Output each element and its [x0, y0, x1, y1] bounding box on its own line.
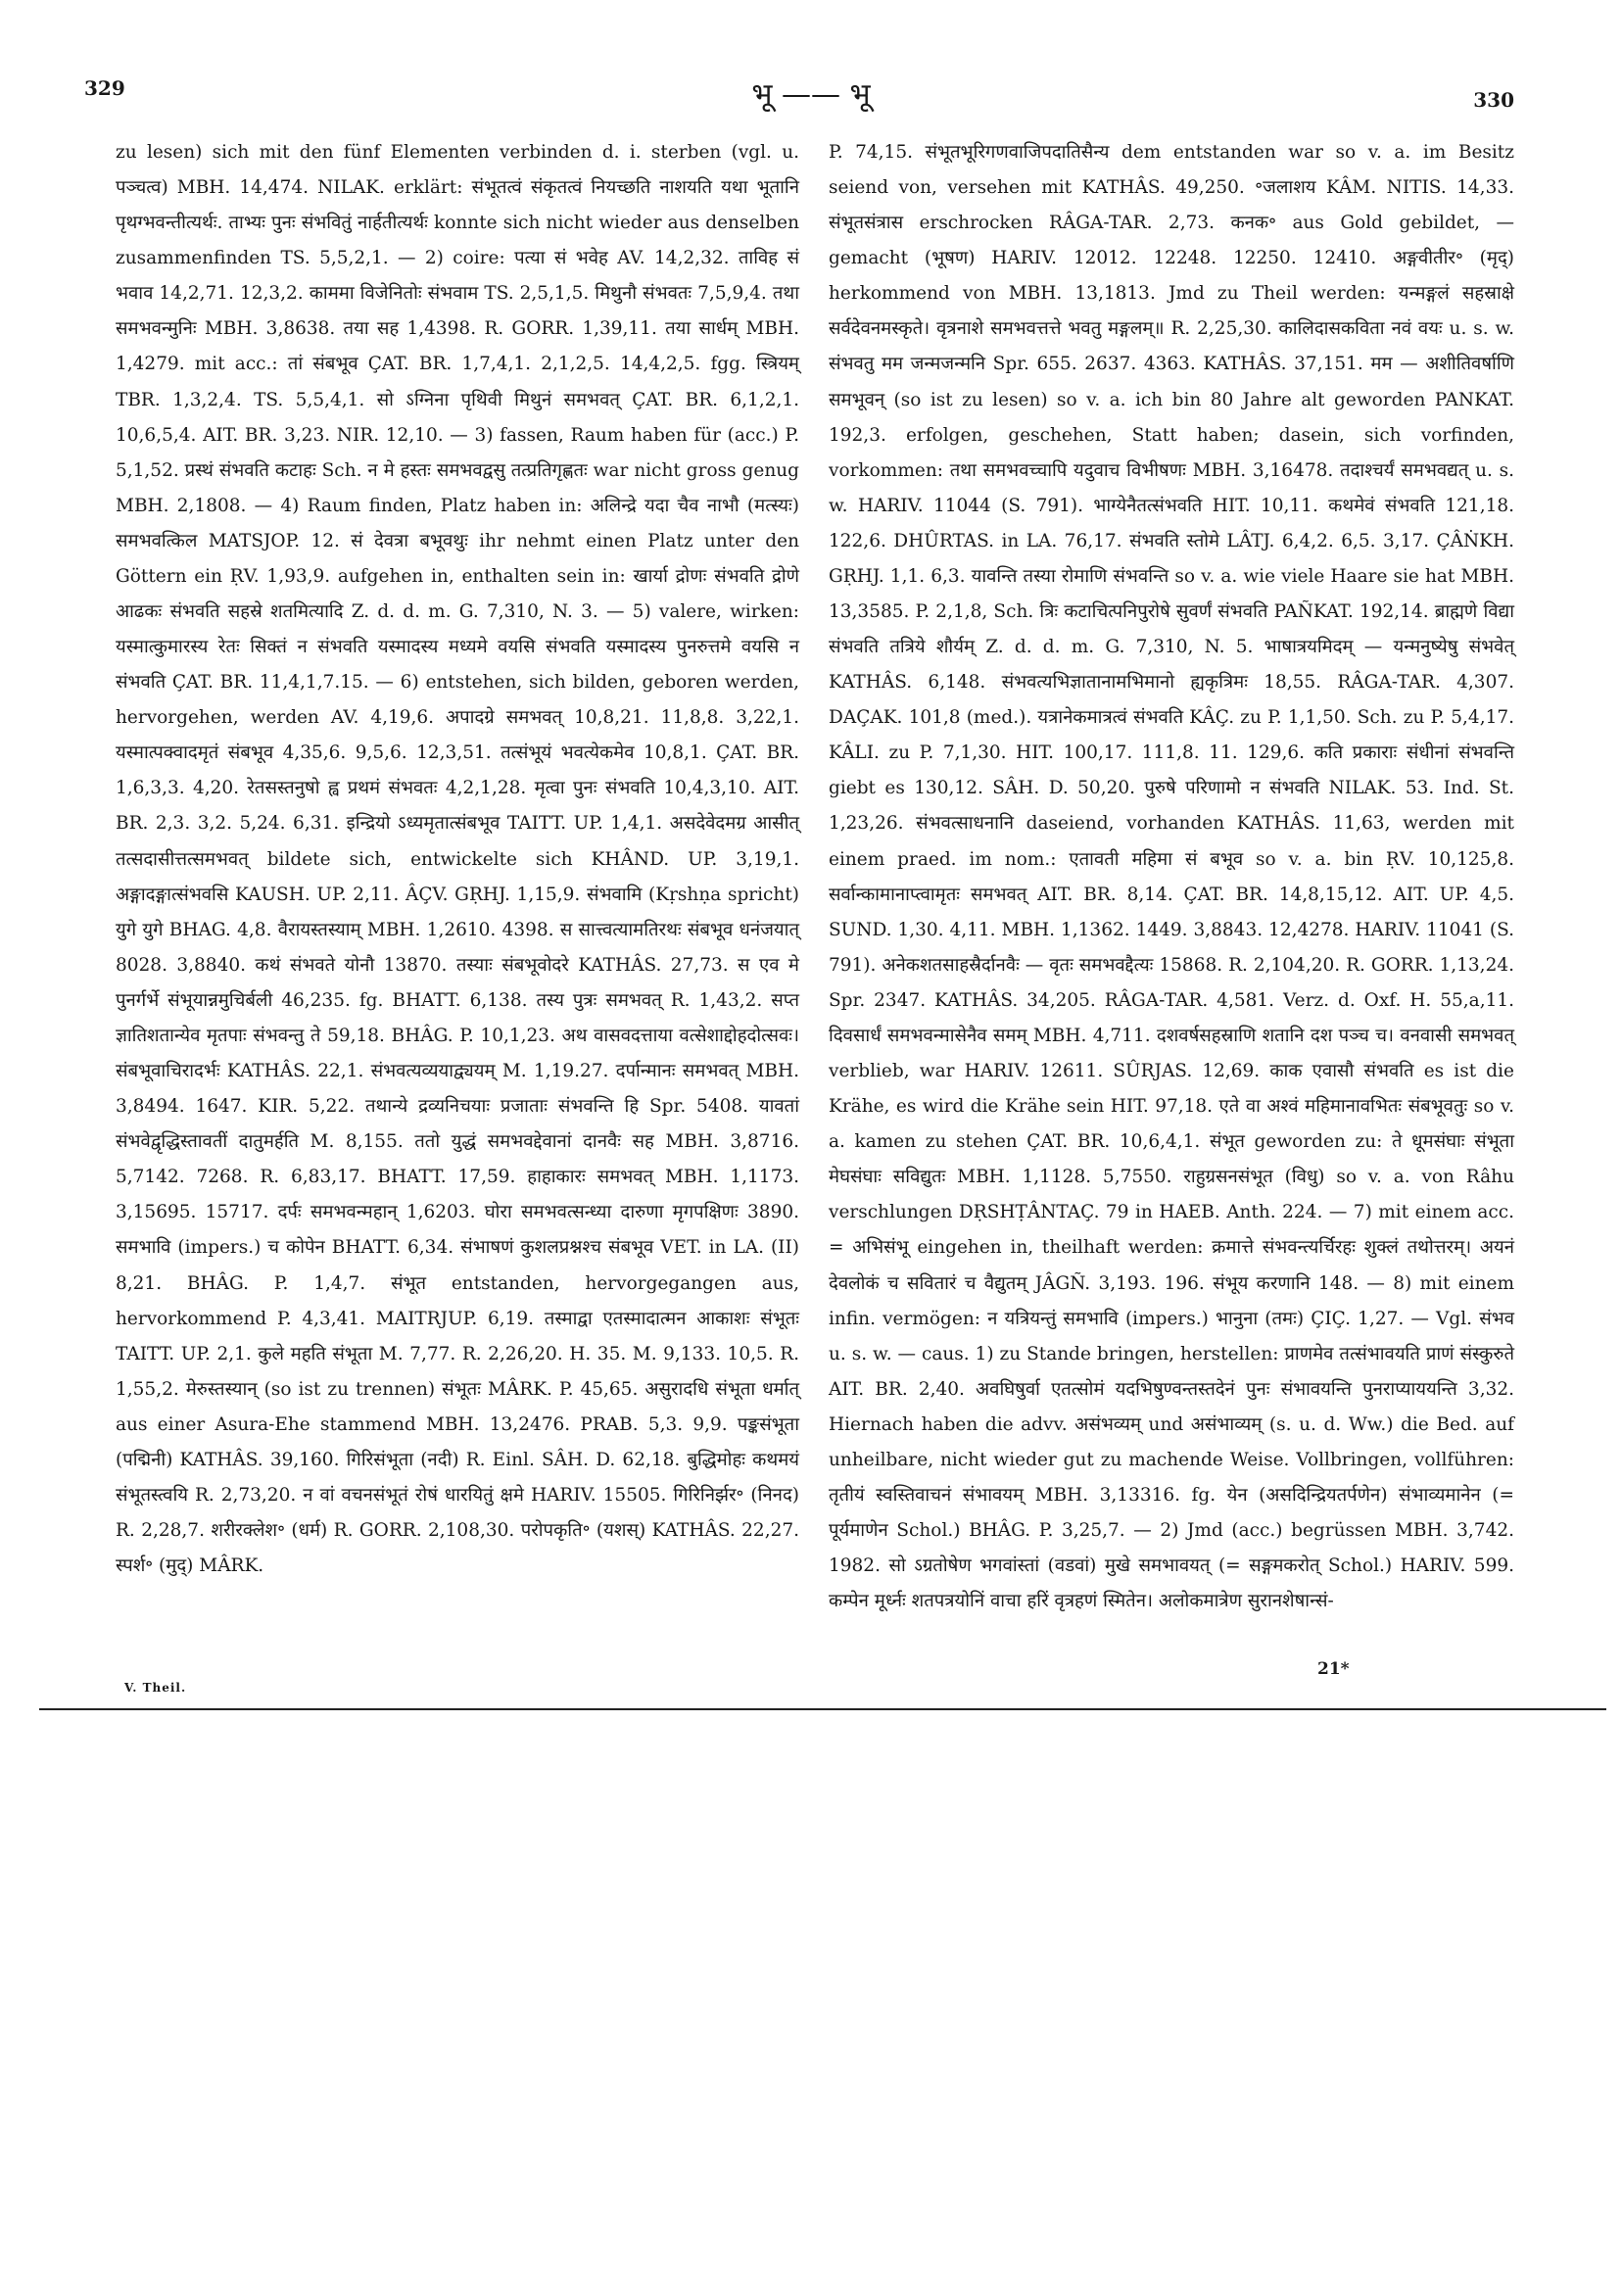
left-column	[116, 135, 799, 1584]
bottom-rule	[39, 1708, 1606, 1710]
running-title: भू —— भू	[751, 77, 871, 112]
left-page-number: 329	[84, 76, 125, 100]
sheet-mark: 21*	[1317, 1659, 1350, 1679]
right-page-number: 330	[1473, 88, 1514, 112]
right-column-text: P. 74,15. संभूतभूरिगणवाजिपदातिसैन्य dem entstanden war so v. a. im Besitz seiend von, versehen mit KATHÂS. 49,250. ॰जलाशय KÂM. NITIS. 14,33. संभूतसंत्रास erschrocken RÂGA-TAR. 2,73. कनक॰ aus Gold gebildet, — gemacht (भूषण) HARIV. 12012. 12248. 12250. 12410. अङ्गवीतीर॰ (मृद्) herkommend von MBH. 13,1813. Jmd zu Theil werden: यन्मङ्गलं सहस्राक्षे सर्वदेवनमस्कृते। वृत्रनाशे समभवत्तत्ते भवतु मङ्गलम्॥ R. 2,25,30. कालिदासकविता नवं वयः u. s. w. संभवतु मम जन्मजन्मनि Spr. 655. 2637. 4363. KATHÂS. 37,151. मम — अशीतिवर्षाणि समभूवन् (so ist zu lesen) so v. a. ich bin 80 Jahre alt geworden PANKAT. 192,3. erfolgen, geschehen, Statt haben; dasein, sich vorfinden, vorkommen: तथा समभवच्चापि यदुवाच विभीषणः MBH. 3,16478. तदाश्चर्यं समभवद्यत् u. s. w. HARIV. 11044 (S. 791). भाग्येनैतत्संभवति HIT. 10,11. कथमेवं संभवति 121,18. 122,6. DHÛRTAS. in LA. 76,17. संभवति स्तोमे LÂTJ. 6,4,2. 6,5. 3,17. ÇÂṄKH. GṚHJ. 1,1. 6,3. यावन्ति तस्या रोमाणि संभवन्ति so v. a. wie viele Haare sie hat MBH. 13,3585. P. 2,1,8, Sch. त्रिः कटाचित्पनिपुरोषे सुवर्णं संभवति PAÑKAT. 192,14. ब्राह्मणे विद्या संभवति तत्रिये शौर्यम् Z. d. d. m. G. 7,310, N. 5. भाषात्रयमिदम् — यन्मनुष्येषु संभवेत् KATHÂS. 6,148. संभवत्यभिज्ञातानामभिमानो ह्यकृत्रिमः 18,55. RÂGA-TAR. 4,307. DAÇAK. 101,8 (med.). यत्रानेकमात्रत्वं संभवति KÂÇ. zu P. 1,1,50. Sch. zu P. 5,4,17. KÂLI. zu P. 7,1,30. HIT. 100,17. 111,8. 11. 129,6. कति प्रकाराः संधीनां संभवन्ति giebt es 130,12. SÂH. D. 50,20. पुरुषे परिणामो न संभवति NILAK. 53. Ind. St. 1,23,26. संभवत्साधनानि daseiend, vorhanden KATHÂS. 11,63, werden mit einem praed. im nom.: एतावती महिमा सं बभूव so v. a. bin ṚV. 10,125,8. सर्वान्कामानाप्त्वामृतः समभवत् AIT. BR. 8,14. ÇAT. BR. 14,8,15,12. AIT. UP. 4,5. SUND. 1,30. 4,11. MBH. 1,1362. 1449. 3,8843. 12,4278. HARIV. 11041 (S. 791). अनेकशतसाहस्रैर्दानवैः — वृतः समभवद्दैत्यः 15868. R. 2,104,20. R. GORR. 1,13,24. Spr. 2347. KATHÂS. 34,205. RÂGA-TAR. 4,581. Verz. d. Oxf. H. 55,a,11. दिवसार्धं समभवन्मासेनैव समम् MBH. 4,711. दशवर्षसहस्राणि शतानि दश पञ्च च। वनवासी समभवत् verblieb, war HARIV. 12611. SÛRJAS. 12,69. काक एवासौ संभवति es ist die Krähe, es wird die Krähe sein HIT. 97,18. एते वा अश्वं महिमानावभितः संबभूवतुः so v. a. kamen zu stehen ÇAT. BR. 10,6,4,1. संभूत geworden zu: ते धूमसंघाः संभूता मेघसंघाः सविद्युतः MBH. 1,1128. 5,7550. राहुग्रसनसंभूत (विधु) so v. a. von Râhu verschlungen DṚSHṬÂNTAÇ. 79 in HAEB. Anth. 224. — 7) mit einem acc. = अभिसंभू eingehen in, theilhaft werden: क्रमात्ते संभवन्त्यर्चिरहः शुक्लं तथोत्तरम्। अयनं देवलोकं च सवितारं च वैद्युतम् JÂGÑ. 3,193. 196. संभूय करणानि 148. — 8) mit einem infin. vermögen: न यत्रियन्तुं समभावि (impers.) भानुना (तमः) ÇIÇ. 1,27. — Vgl. संभव u. s. w. — caus. 1) zu Stande bringen, herstellen: प्राणमेव तत्संभावयति प्राणं संस्कुरुते AIT. BR. 2,40. अवघिषुर्वा एतत्सोमं यदभिषुण्वन्तस्तदेनं पुनः संभावयन्ति पुनराप्याययन्ति 3,32. Hiernach haben die advv. असंभव्यम् und असंभाव्यम् (s. u. d. Ww.) die Bed. auf unheilbare, nicht wieder gut zu machende Weise. Vollbringen, vollführen: तृतीयं स्वस्तिवाचनं संभावयम् MBH. 3,13316. fg. येन (असदिन्द्रियतर्पणेन) संभाव्यमानेन (= पूर्यमाणेन Schol.) BHÂG. P. 3,25,7. — 2) Jmd (acc.) begrüssen MBH. 3,742. 1982. सो ऽग्रतोषेण भगवांस्तां (वडवां) मुखे समभावयत् (= सङ्गमकरोत् Schol.) HARIV. 599. कम्पेन मूर्ध्नः शतपत्रयोनिं वाचा हरिं वृत्रहणं स्मितेन। अलोकमात्रेण सुरानशेषान्सं-	[829, 142, 1514, 1612]
left-column-text: zu lesen) sich mit den fünf Elementen verbinden d. i. sterben (vgl. u. पञ्चत्व) MBH. 14,474. NILAK. erklärt: संभूतत्वं संकृतत्वं नियच्छति नाशयति यथा भूतानि पृथग्भवन्तीत्यर्थः. ताभ्यः पुनः संभवितुं नार्हतीत्यर्थः konnte sich nicht wieder aus denselben zusammenfinden TS. 5,5,2,1. — 2) coire: पत्या सं भवेह AV. 14,2,32. ताविह सं भवाव 14,2,71. 12,3,2. काममा विजेनितोः संभवाम TS. 2,5,1,5. मिथुनौ संभवतः 7,5,9,4. तथा समभवन्मुनिः MBH. 3,8638. तया सह 1,4398. R. GORR. 1,39,11. तया सार्धम् MBH. 1,4279. mit acc.: तां संबभूव ÇAT. BR. 1,7,4,1. 2,1,2,5. 14,4,2,5. fgg. स्त्रियम् TBR. 1,3,2,4. TS. 5,5,4,1. सो ऽग्निना पृथिवी मिथुनं समभवत् ÇAT. BR. 6,1,2,1. 10,6,5,4. AIT. BR. 3,23. NIR. 12,10. — 3) fassen, Raum haben für (acc.) P. 5,1,52. प्रस्थं संभवति कटाहः Sch. न मे हस्तः समभवद्वसु तत्प्रतिगृह्णतः war nicht gross genug MBH. 2,1808. — 4) Raum finden, Platz haben in: अलिन्द्रे यदा चैव नाभौ (मत्स्यः) समभवत्किल MATSJOP. 12. सं देवत्रा बभूवथुः ihr nehmt einen Platz unter den Göttern ein ṚV. 1,93,9. aufgehen in, enthalten sein in: खार्या द्रोणः संभवति द्रोणे आढकः संभवति सहस्रे शतमित्यादि Z. d. d. m. G. 7,310, N. 3. — 5) valere, wirken: यस्मात्कुमारस्य रेतः सिक्तं न संभवति यस्मादस्य मध्यमे वयसि संभवति यस्मादस्य पुनरुत्तमे वयसि न संभवति ÇAT. BR. 11,4,1,7.15. — 6) entstehen, sich bilden, geboren werden, hervorgehen, werden AV. 4,19,6. अपादग्रे समभवत् 10,8,21. 11,8,8. 3,22,1. यस्मात्पक्वादमृतं संबभूव 4,35,6. 9,5,6. 12,3,51. तत्संभूयं भवत्येकमेव 10,8,1. ÇAT. BR. 1,6,3,3. 4,20. रेतसस्तनुषो ह्व प्रथमं संभवतः 4,2,1,28. मृत्वा पुनः संभवति 10,4,3,10. AIT. BR. 2,3. 3,2. 5,24. 6,31. इन्द्रियो ऽध्यमृतात्संबभूव TAITT. UP. 1,4,1. असदेवेदमग्र आसीत् तत्सदासीत्तत्समभवत् bildete sich, entwickelte sich KHÂND. UP. 3,19,1. अङ्गादङ्गात्संभवसि KAUSH. UP. 2,11. ÂÇV. GṚHJ. 1,15,9. संभवामि (Kṛshṇa spricht) युगे युगे BHAG. 4,8. वैरायस्तस्याम् MBH. 1,2610. 4398. स सात्त्वत्यामतिरथः संबभूव धनंजयात् 8028. 3,8840. कथं संभवते योनौ 13870. तस्याः संबभूवोदरे KATHÂS. 27,73. स एव मे पुनर्गर्भे संभूयान्नमुचिर्बली 46,235. fg. BHATT. 6,138. तस्य पुत्रः समभवत् R. 1,43,2. सप्त ज्ञातिशतान्येव मृतपाः संभवन्तु ते 59,18. BHÂG. P. 10,1,23. अथ वासवदत्ताया वत्सेशाद्दोहदोत्सवः। संबभूवाचिरादर्भः KATHÂS. 22,1. संभवत्यव्ययाद्व्ययम् M. 1,19.27. दर्पान्मानः समभवत् MBH. 3,8494. 1647. KIR. 5,22. तथान्ये द्रव्यनिचयाः प्रजाताः संभवन्ति हि Spr. 5408. यावतां संभवेद्वृद्धिस्तावतीं दातुमर्हति M. 8,155. ततो युद्धं समभवद्देवानां दानवैः सह MBH. 3,8716. 5,7142. 7268. R. 6,83,17. BHATT. 17,59. हाहाकारः समभवत् MBH. 1,1173. 3,15695. 15717. दर्पः समभवन्महान् 1,6203. घोरा समभवत्सन्ध्या दारुणा मृगपक्षिणः 3890. समभावि (impers.) च कोपेन BHATT. 6,34. संभाषणं कुशलप्रश्नश्च संबभूव VET. in LA. (II) 8,21. BHÂG. P. 1,4,7. संभूत entstanden, hervorgegangen aus, hervorkommend P. 4,3,41. MAITRJUP. 6,19. तस्माद्वा एतस्मादात्मन आकाशः संभूतः TAITT. UP. 2,1. कुले महति संभूता M. 7,77. R. 2,26,20. H. 35. M. 9,133. 10,5. R. 1,55,2. मेरुस्तस्यान् (so ist zu trennen) संभूतः MÂRK. P. 45,65. असुरादधि संभूता धर्मात् aus einer Asura-Ehe stammend MBH. 13,2476. PRAB. 5,3. 9,9. पङ्कसंभूता (पद्मिनी) KATHÂS. 39,160. गिरिसंभूता (नदी) R. Einl. SÂH. D. 62,18. बुद्धिमोहः कथमयं संभूतस्त्वयि R. 2,73,20. न वां वचनसंभूतं रोषं धारयितुं क्षमे HARIV. 15505. गिरिनिर्झर॰ (निनद) R. 2,28,7. शरीरक्लेश॰ (धर्म) R. GORR. 2,108,30. परोपकृति॰ (यशस्) KATHÂS. 22,27. स्पर्श॰ (मुद्) MÂRK.	[116, 142, 799, 1577]
signature-mark: V. Theil.	[124, 1681, 187, 1695]
right-column	[829, 135, 1514, 1619]
